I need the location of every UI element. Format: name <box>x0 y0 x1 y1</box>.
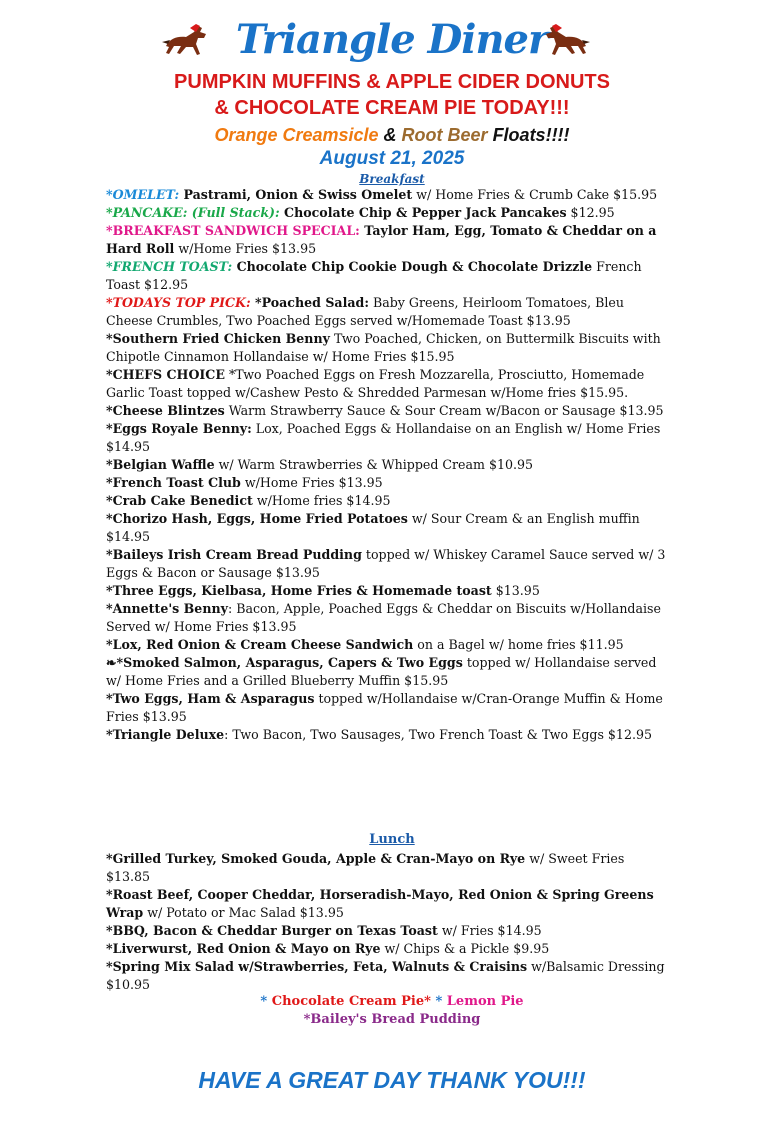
menu-item <box>106 366 666 402</box>
menu-item <box>106 582 666 600</box>
footer-thanks: HAVE A GREAT DAY THANK YOU!!! <box>198 1067 586 1093</box>
special-name: Taylor Ham, Egg, Tomato & Cheddar on a Hard Roll <box>106 223 657 256</box>
menu-item <box>106 474 666 492</box>
item-name: *Grilled Turkey, Smoked Gouda, Apple & Cran-Mayo on Rye <box>106 851 526 866</box>
item-desc: w/Home Fries $13.95 <box>240 475 383 490</box>
title-row <box>0 16 784 64</box>
item-name: *Eggs Royale Benny: <box>106 421 252 436</box>
pancake-special <box>106 204 666 222</box>
specials-line-2: & CHOCOLATE CREAM PIE TODAY!!! <box>214 97 570 119</box>
specials-line-1: PUMPKIN MUFFINS & APPLE CIDER DONUTS <box>174 71 610 93</box>
item-name: *Lox, Red Onion & Cream Cheese Sandwich <box>106 637 414 652</box>
pies-line <box>0 993 784 1011</box>
item-name: *Crab Cake Benedict <box>106 493 253 508</box>
bread-pudding: *Bailey's Bread Pudding <box>303 1012 481 1027</box>
sandwich-special <box>106 222 666 258</box>
menu-item <box>106 492 666 510</box>
racehorse-icon <box>536 20 592 60</box>
item-desc: w/ Warm Strawberries & Whipped Cream $10.95 <box>214 457 534 472</box>
item-name: *Chorizo Hash, Eggs, Home Fried Potatoes <box>106 511 408 526</box>
lunch-list <box>106 850 666 994</box>
float-root-beer: Root Beer <box>401 125 488 145</box>
special-label: *PANCAKE: (Full Stack): <box>106 205 280 220</box>
item-name: *Spring Mix Salad w/Strawberries, Feta, Walnuts & Craisins <box>106 959 528 974</box>
item-desc: w/ Fries $14.95 <box>437 923 542 938</box>
item-desc: w/ Potato or Mac Salad $13.95 <box>143 905 344 920</box>
lunch-heading: Lunch <box>369 832 415 847</box>
chocolate-cream-pie: Chocolate Cream Pie* <box>271 994 431 1009</box>
menu-item <box>106 654 666 690</box>
item-name: *Baileys Irish Cream Bread Pudding <box>106 547 362 562</box>
menu-item <box>106 958 666 994</box>
float-suffix: Floats!!!! <box>487 125 570 145</box>
special-label: *TODAYS TOP PICK: <box>106 295 251 310</box>
item-desc: topped w/ Hollandaise served w/ Home Fries and a Grilled Blueberry Muffin $15.95 <box>106 655 657 688</box>
special-label: *BREAKFAST SANDWICH SPECIAL: <box>106 223 360 238</box>
item-name: *Annette's Benny <box>106 601 228 616</box>
star-bullet: * <box>430 994 447 1009</box>
item-desc: w/Home fries $14.95 <box>252 493 391 508</box>
item-name: *Triangle Deluxe <box>106 727 225 742</box>
item-name: *Three Eggs, Kielbasa, Home Fries & Homemade toast <box>106 583 492 598</box>
item-name: *Roast Beef, Cooper Cheddar, Horseradish-Mayo, Red Onion & Spring Greens Wrap <box>106 887 654 920</box>
menu-item <box>106 420 666 456</box>
menu-item <box>106 636 666 654</box>
special-name: *Poached Salad: <box>250 295 369 310</box>
item-desc: *Two Poached Eggs on Fresh Mozzarella, Prosciutto, Homemade Garlic Toast topped w/Cashew Pesto & Shredded Parmesan w/Home fries $15.95. <box>106 367 645 400</box>
special-label: *OMELET: <box>106 187 180 202</box>
desserts <box>0 993 784 1029</box>
special-name: Chocolate Chip & Pepper Jack Pancakes <box>279 205 567 220</box>
item-desc: topped w/ Whiskey Caramel Sauce served w/ 3 Eggs & Bacon or Sausage $13.95 <box>106 547 666 580</box>
special-name: Chocolate Chip Cookie Dough & Chocolate Drizzle <box>232 259 593 274</box>
menu-item <box>106 940 666 958</box>
special-desc: French Toast $12.95 <box>106 259 642 292</box>
item-name: *CHEFS CHOICE <box>106 367 225 382</box>
french-toast-special <box>106 258 666 294</box>
item-desc: : Bacon, Apple, Poached Eggs & Cheddar on Biscuits w/Hollandaise Served w/ Home Fries $13.95 <box>106 601 661 634</box>
menu-item <box>106 922 666 940</box>
item-desc: Warm Strawberry Sauce & Sour Cream w/Bacon or Sausage $13.95 <box>224 403 664 418</box>
menu-item <box>106 402 666 420</box>
item-name: *Two Eggs, Ham & Asparagus <box>106 691 315 706</box>
special-label: *FRENCH TOAST: <box>106 259 233 274</box>
top-pick-special <box>106 294 666 330</box>
item-desc: w/ Chips & a Pickle $9.95 <box>380 941 550 956</box>
item-name: *Cheese Blintzes <box>106 403 225 418</box>
item-desc: Two Poached, Chicken, on Buttermilk Biscuits with Chipotle Cinnamon Hollandaise w/ Home Fries $15.95 <box>106 331 661 364</box>
float-orange-creamsicle: Orange Creamsicle <box>214 125 379 145</box>
item-desc: w/ Sour Cream & an English muffin $14.95 <box>106 511 640 544</box>
breakfast-list <box>106 186 666 744</box>
float-ampersand: & <box>378 125 402 145</box>
item-desc: on a Bagel w/ home fries $11.95 <box>413 637 624 652</box>
item-name: *Liverwurst, Red Onion & Mayo on Rye <box>106 941 381 956</box>
menu-item <box>106 726 666 744</box>
menu-item <box>106 850 666 886</box>
menu-item <box>106 886 666 922</box>
item-name: ❧*Smoked Salmon, Asparagus, Capers & Two Eggs <box>106 655 463 670</box>
lemon-pie: Lemon Pie <box>446 994 524 1009</box>
breakfast-heading: Breakfast <box>359 172 425 186</box>
special-desc: w/ Home Fries & Crumb Cake $15.95 <box>412 187 658 202</box>
special-desc: Baby Greens, Heirloom Tomatoes, Bleu Cheese Crumbles, Two Poached Eggs served w/Homemade Toast $13.95 <box>106 295 624 328</box>
menu-item <box>106 690 666 726</box>
item-name: *Belgian Waffle <box>106 457 215 472</box>
item-desc: $13.95 <box>491 583 540 598</box>
menu-date: August 21, 2025 <box>319 148 465 169</box>
menu-item <box>106 510 666 546</box>
star-bullet: * <box>260 994 272 1009</box>
item-name: *French Toast Club <box>106 475 241 490</box>
floats-line <box>0 124 784 146</box>
page-title: Triangle Diner <box>235 16 549 63</box>
item-desc: topped w/Hollandaise w/Cran-Orange Muffin & Home Fries $13.95 <box>106 691 663 724</box>
item-name: *Southern Fried Chicken Benny <box>106 331 330 346</box>
item-desc: : Two Bacon, Two Sausages, Two French Toast & Two Eggs $12.95 <box>224 727 652 742</box>
item-desc: Lox, Poached Eggs & Hollandaise on an English w/ Home Fries $14.95 <box>106 421 661 454</box>
menu-item <box>106 330 666 366</box>
item-desc: w/ Sweet Fries $13.85 <box>106 851 625 884</box>
item-desc: w/Balsamic Dressing $10.95 <box>106 959 665 992</box>
item-name: *BBQ, Bacon & Cheddar Burger on Texas Toast <box>106 923 438 938</box>
menu-item <box>106 600 666 636</box>
omelet-special <box>106 186 666 204</box>
special-desc: $12.95 <box>566 205 615 220</box>
menu-item <box>106 546 666 582</box>
special-desc: w/Home Fries $13.95 <box>174 241 317 256</box>
menu-item <box>106 456 666 474</box>
special-name: Pastrami, Onion & Swiss Omelet <box>179 187 413 202</box>
